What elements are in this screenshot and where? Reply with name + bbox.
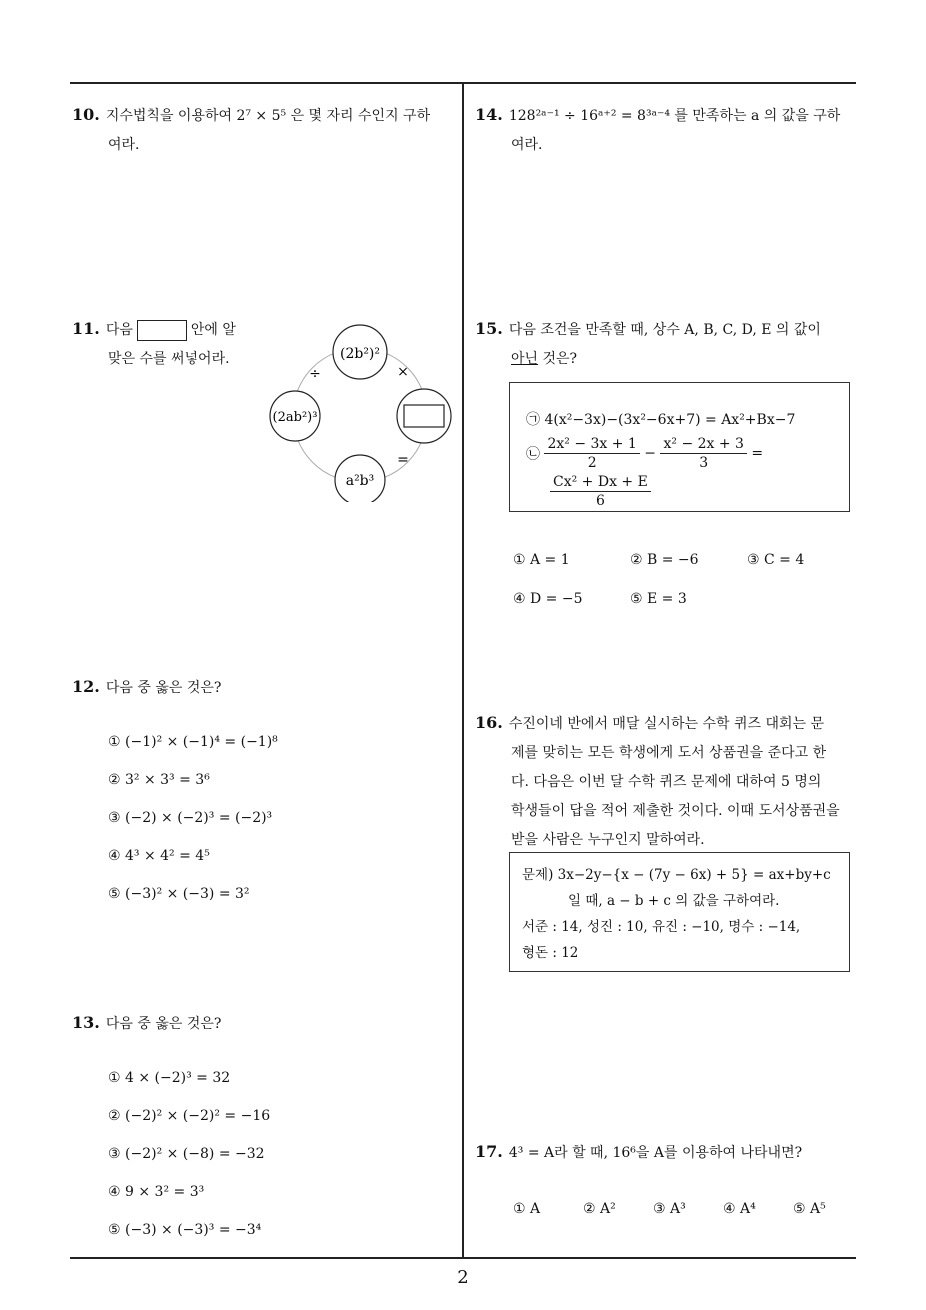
question-12: [72, 672, 457, 703]
question-number: 16.: [475, 713, 503, 732]
question-14: [475, 100, 860, 160]
question-13: [72, 1008, 457, 1039]
option-3: ③ A³: [653, 1201, 686, 1217]
circle-bottom-label: a²b³: [345, 473, 375, 489]
option-3: ③ (−2)² × (−8) = −32: [108, 1146, 265, 1162]
option-3: ③ (−2) × (−2)³ = (−2)³: [108, 810, 273, 826]
numerator: 2x² − 3x + 1: [544, 435, 639, 454]
option-2: ② A²: [583, 1201, 616, 1217]
fraction-1: [544, 435, 639, 472]
question-text-cont: 것은?: [538, 351, 578, 367]
question-17: [475, 1137, 860, 1168]
question-11: [72, 314, 272, 374]
option-2: ② B = −6: [630, 552, 699, 568]
conditions-box: [509, 382, 850, 512]
question-text: 수진이네 반에서 매달 실시하는 수학 퀴즈 대회는 문: [508, 716, 824, 732]
circle-top-label: (2b²)²: [339, 346, 381, 362]
question-10: [72, 100, 457, 160]
option-1: ① (−1)² × (−1)⁴ = (−1)⁸: [108, 734, 278, 750]
equals-sign: =: [751, 445, 764, 462]
box-line-2: 일 때, a − b + c 의 값을 구하여라.: [568, 893, 780, 909]
option-2: ② 3² × 3³ = 3⁶: [108, 772, 210, 788]
condition-2-mark: ㉡: [526, 446, 540, 463]
option-2: ② (−2)² × (−2)² = −16: [108, 1108, 271, 1124]
op-divide: ÷: [309, 366, 321, 382]
question-number: 11.: [72, 319, 100, 338]
question-text: 다음 중 옳은 것은?: [105, 1016, 222, 1032]
option-4: ④ A⁴: [723, 1201, 756, 1217]
condition-1: ㉠ 4(x²−3x)−(3x²−6x+7) = Ax²+Bx−7: [526, 412, 796, 428]
condition-2: [526, 435, 763, 472]
question-text: 다음 조건을 만족할 때, 상수 A, B, C, D, E 의 값이: [508, 322, 821, 338]
answer-blank-box: [404, 405, 444, 427]
question-text-cont: 학생들이 답을 적어 제출한 것이다. 이때 도서상품권을: [511, 803, 840, 819]
box-line-4: 형돈 : 12: [522, 945, 579, 961]
question-text-cont: 다. 다음은 이번 달 수학 퀴즈 문제에 대하여 5 명의: [511, 774, 822, 790]
op-multiply: ×: [397, 364, 409, 380]
option-4: ④ 4³ × 4² = 4⁵: [108, 848, 210, 864]
question-number: 10.: [72, 105, 100, 124]
answer-blank: [137, 320, 187, 341]
circle-left-label: (2ab²)³: [272, 410, 318, 425]
fraction-2: [660, 435, 746, 472]
page-number: 2: [457, 1267, 469, 1288]
option-1: ① A: [513, 1201, 541, 1217]
denominator: 6: [595, 493, 605, 509]
question-number: 15.: [475, 319, 503, 338]
question-16: [475, 708, 860, 855]
circle-diagram: [265, 322, 465, 502]
numerator: x² − 2x + 3: [660, 435, 746, 454]
option-1: ① 4 × (−2)³ = 32: [108, 1070, 231, 1086]
minus-sign: −: [644, 445, 657, 462]
question-text-cont: 여라.: [511, 137, 543, 153]
numerator: Cx² + Dx + E: [550, 473, 651, 492]
question-text-cont: 맞은 수를 써넣어라.: [108, 351, 230, 367]
box-line-1: 문제) 3x−2y−{x − (7y − 6x) + 5} = ax+by+c: [522, 867, 831, 883]
question-text: 4³ = A라 할 때, 16⁶을 A를 이용하여 나타내면?: [508, 1145, 803, 1161]
option-5: ⑤ A⁵: [793, 1201, 826, 1217]
underlined-word: 아닌: [511, 351, 539, 367]
question-number: 17.: [475, 1142, 503, 1161]
denominator: 2: [587, 455, 597, 471]
option-5: ⑤ (−3)² × (−3) = 3²: [108, 886, 250, 902]
question-number: 14.: [475, 105, 503, 124]
option-4: ④ 9 × 3² = 3³: [108, 1184, 205, 1200]
question-number: 12.: [72, 677, 100, 696]
question-text: 다음 중 옳은 것은?: [105, 680, 222, 696]
question-text: 128²ᵃ⁻¹ ÷ 16ᵃ⁺² = 8³ᵃ⁻⁴ 를 만족하는 a 의 값을 구하: [508, 108, 841, 124]
option-5: ⑤ (−3) × (−3)³ = −3⁴: [108, 1222, 262, 1238]
box-line-3: 서준 : 14, 성진 : 10, 유진 : −10, 명수 : −14,: [522, 919, 801, 935]
question-text: 다음: [105, 322, 133, 338]
question-text-cont: 받을 사람은 누구인지 말하여라.: [511, 832, 705, 848]
option-1: ① A = 1: [513, 552, 570, 568]
option-4: ④ D = −5: [513, 591, 583, 607]
question-number: 13.: [72, 1013, 100, 1032]
question-text: 안에 알: [190, 322, 236, 338]
option-3: ③ C = 4: [747, 552, 805, 568]
problem-box: [509, 852, 850, 972]
column-divider: [462, 83, 464, 1258]
denominator: 3: [699, 455, 709, 471]
question-15: [475, 314, 860, 374]
question-text-cont: 여라.: [108, 137, 140, 153]
op-equals: =: [397, 452, 409, 468]
option-5: ⑤ E = 3: [630, 591, 687, 607]
question-text-cont: 제를 맞히는 모든 학생에게 도서 상품권을 준다고 한: [511, 745, 827, 761]
fraction-3: [550, 473, 651, 510]
question-text: 지수법칙을 이용하여 2⁷ × 5⁵ 은 몇 자리 수인지 구하: [105, 108, 431, 124]
